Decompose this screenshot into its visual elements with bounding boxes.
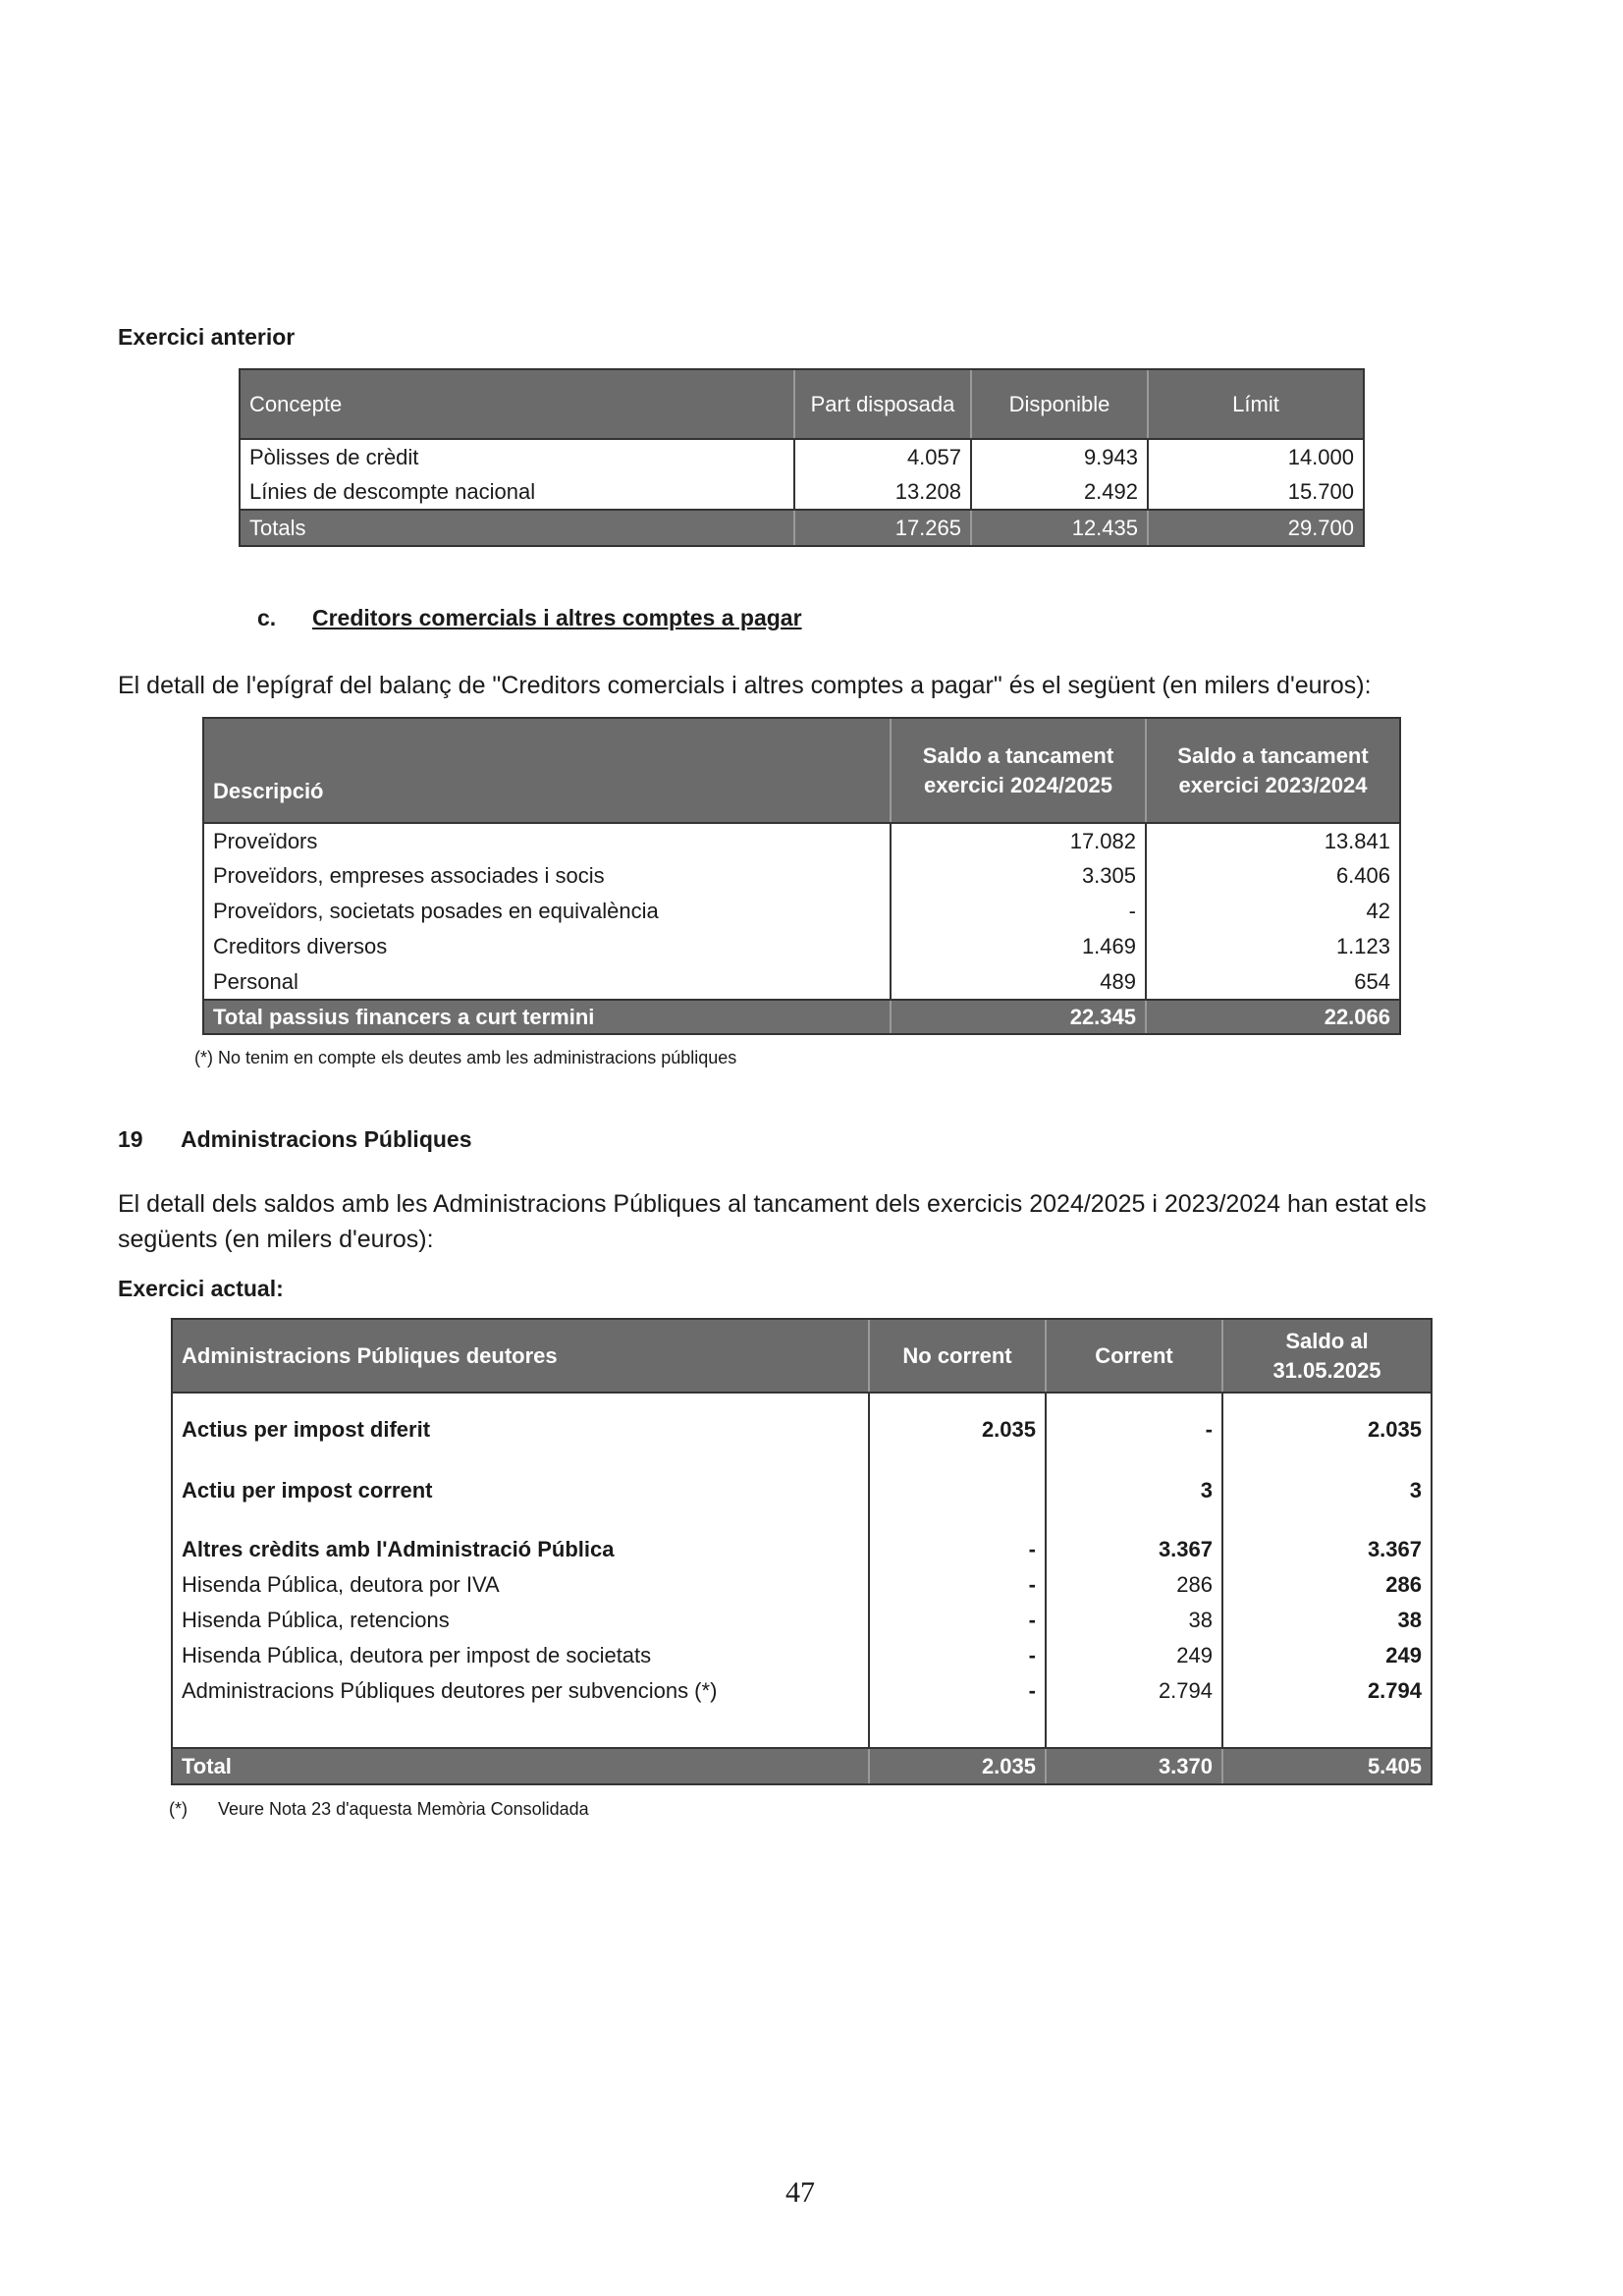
cell-value: 2.492 <box>971 474 1148 510</box>
cell-value: 38 <box>1046 1603 1222 1638</box>
cell-value: 14.000 <box>1287 444 1354 469</box>
cell-value: 654 <box>1354 968 1390 994</box>
cell-total-label: Totals <box>241 510 794 545</box>
cell-value: 2.035 <box>1367 1417 1422 1442</box>
section-c-title: Creditors comercials i altres comptes a pagar <box>312 605 802 630</box>
cell-total-value: 29.700 <box>1148 510 1363 545</box>
cell-total-value: 17.265 <box>794 510 971 545</box>
cell-value: - <box>869 1567 1046 1603</box>
cell-total-label: Total passius financers a curt termini <box>204 1000 891 1033</box>
page-number: 47 <box>785 2176 815 2209</box>
table-row <box>204 964 1399 1000</box>
cell-total-value: 22.066 <box>1146 1000 1399 1033</box>
cell-label: Proveïdors <box>204 823 891 858</box>
col-header-disponible: Disponible <box>971 370 1148 439</box>
cell-label: Pòlisses de crèdit <box>241 439 794 474</box>
table-header-row <box>204 719 1399 823</box>
cell-label: Creditors diversos <box>204 929 891 964</box>
admin-footnote-mark: (*) <box>169 1799 188 1819</box>
cell-label: Hisenda Pública, deutora por IVA <box>173 1567 869 1603</box>
cell-label: Actiu per impost corrent <box>173 1471 869 1510</box>
cell-total-label: Total <box>173 1748 869 1783</box>
col-header-saldo-2024-2025: Saldo a tancament exercici 2024/2025 <box>891 719 1146 823</box>
spacer-cell <box>1046 1449 1222 1471</box>
cell-value: 489 <box>891 964 1146 1000</box>
col-header-concepte: Concepte <box>241 370 794 439</box>
table-row <box>204 823 1399 858</box>
table-row <box>241 439 1363 474</box>
spacer-cell <box>869 1393 1046 1410</box>
cell-value: - <box>869 1532 1046 1567</box>
spacer-cell <box>869 1449 1046 1471</box>
spacer-cell <box>1222 1510 1431 1532</box>
cell-value: 3.305 <box>891 858 1146 894</box>
col-header-limit: Límit <box>1148 370 1363 439</box>
cell-total-value: 22.345 <box>891 1000 1146 1033</box>
table-spacer-row <box>173 1393 1431 1410</box>
section-c-letter: c. <box>257 605 277 630</box>
cell-value: 2.794 <box>1046 1673 1222 1709</box>
spacer-cell <box>1222 1709 1431 1748</box>
col-header-descripcio: Descripció <box>204 719 891 823</box>
cell-value: 3 <box>1046 1471 1222 1510</box>
creditors-table <box>204 719 1399 1033</box>
cell-value: - <box>1046 1410 1222 1449</box>
spacer-cell <box>1222 1393 1431 1410</box>
col-header-part-disposada: Part disposada <box>794 370 971 439</box>
spacer-cell <box>173 1709 869 1748</box>
table-spacer-row <box>173 1709 1431 1748</box>
cell-value: 249 <box>1385 1643 1422 1667</box>
cell-value: 9.943 <box>971 439 1148 474</box>
spacer-cell <box>869 1510 1046 1532</box>
cell-value <box>869 1471 1046 1510</box>
table-row <box>173 1603 1431 1638</box>
table-total-row <box>204 1000 1399 1033</box>
table-row <box>204 894 1399 929</box>
section-c-intro: El detall de l'epígraf del balanç de "Creditors comercials i altres comptes a pagar" és el següent (en milers d'euros): <box>118 672 1372 699</box>
admin-publiques-table <box>173 1320 1431 1783</box>
col-header-saldo-2023-2024: Saldo a tancament exercici 2023/2024 <box>1146 719 1399 823</box>
spacer-cell <box>1046 1393 1222 1410</box>
table-row <box>173 1410 1431 1449</box>
table-row <box>241 474 1363 510</box>
table-row <box>204 858 1399 894</box>
table-total-row <box>173 1748 1431 1783</box>
cell-value: 3 <box>1409 1478 1422 1503</box>
spacer-cell <box>173 1393 869 1410</box>
cell-value: 13.208 <box>794 474 971 510</box>
cell-value: - <box>869 1638 1046 1673</box>
credit-lines-table <box>241 370 1363 545</box>
spacer-cell <box>173 1510 869 1532</box>
cell-label: Línies de descompte nacional <box>241 474 794 510</box>
table-spacer-row <box>173 1510 1431 1532</box>
cell-value: 1.123 <box>1335 934 1390 958</box>
cell-value: 15.700 <box>1287 478 1354 504</box>
cell-total-value: 2.035 <box>869 1748 1046 1783</box>
cell-total-value: 3.370 <box>1046 1748 1222 1783</box>
table-row <box>173 1567 1431 1603</box>
cell-value: 286 <box>1385 1572 1422 1597</box>
cell-value: 2.035 <box>869 1410 1046 1449</box>
section-19-number: 19 <box>118 1126 143 1152</box>
cell-value: 42 <box>1366 899 1390 923</box>
spacer-cell <box>1046 1709 1222 1748</box>
col-header-corrent: Corrent <box>1046 1320 1222 1393</box>
section-19-subtitle: Exercici actual: <box>118 1276 284 1301</box>
cell-value: 3.367 <box>1046 1532 1222 1567</box>
cell-label: Proveïdors, empreses associades i socis <box>204 858 891 894</box>
table-row <box>204 929 1399 964</box>
table-header-row <box>241 370 1363 439</box>
table-row <box>173 1673 1431 1709</box>
creditors-footnote: (*) No tenim en compte els deutes amb les administracions públiques <box>194 1048 737 1067</box>
cell-value: 4.057 <box>794 439 971 474</box>
cell-total-value: 5.405 <box>1222 1748 1431 1783</box>
cell-label: Actius per impost diferit <box>173 1410 869 1449</box>
cell-label: Personal <box>204 964 891 1000</box>
col-header-no-corrent: No corrent <box>869 1320 1046 1393</box>
table-total-row <box>241 510 1363 545</box>
col-header-saldo-31-05-2025: Saldo al 31.05.2025 <box>1222 1320 1431 1393</box>
cell-value: 2.794 <box>1367 1678 1422 1703</box>
section-19-title: Administracions Públiques <box>181 1126 472 1152</box>
cell-label: Altres crèdits amb l'Administració Pública <box>173 1532 869 1567</box>
table-row <box>173 1638 1431 1673</box>
cell-label: Hisenda Pública, retencions <box>173 1603 869 1638</box>
cell-value: 13.841 <box>1324 828 1390 853</box>
cell-value: 38 <box>1397 1608 1422 1632</box>
spacer-cell <box>1222 1449 1431 1471</box>
spacer-cell <box>869 1709 1046 1748</box>
admin-footnote: Veure Nota 23 d'aquesta Memòria Consolidada <box>218 1799 589 1819</box>
col-header-administracions: Administracions Públiques deutores <box>173 1320 869 1393</box>
cell-label: Hisenda Pública, deutora per impost de societats <box>173 1638 869 1673</box>
section-19-intro: El detall dels saldos amb les Administracions Públiques al tancament dels exercicis 2024/2025 i 2023/2024 han estat els següents (en milers d'euros): <box>118 1190 1427 1253</box>
cell-value: - <box>891 894 1146 929</box>
cell-label: Administracions Públiques deutores per subvencions (*) <box>173 1673 869 1709</box>
cell-value: - <box>869 1673 1046 1709</box>
table-row <box>173 1532 1431 1567</box>
section-title-exercici-anterior: Exercici anterior <box>118 324 296 350</box>
spacer-cell <box>173 1449 869 1471</box>
table-header-row <box>173 1320 1431 1393</box>
cell-value: 249 <box>1046 1638 1222 1673</box>
spacer-cell <box>1046 1510 1222 1532</box>
cell-label: Proveïdors, societats posades en equivalència <box>204 894 891 929</box>
table-row <box>173 1471 1431 1510</box>
cell-total-value: 12.435 <box>971 510 1148 545</box>
table-spacer-row <box>173 1449 1431 1471</box>
cell-value: 3.367 <box>1367 1537 1422 1561</box>
cell-value: 17.082 <box>891 823 1146 858</box>
cell-value: - <box>869 1603 1046 1638</box>
cell-value: 6.406 <box>1335 863 1390 888</box>
cell-value: 286 <box>1046 1567 1222 1603</box>
cell-value: 1.469 <box>891 929 1146 964</box>
